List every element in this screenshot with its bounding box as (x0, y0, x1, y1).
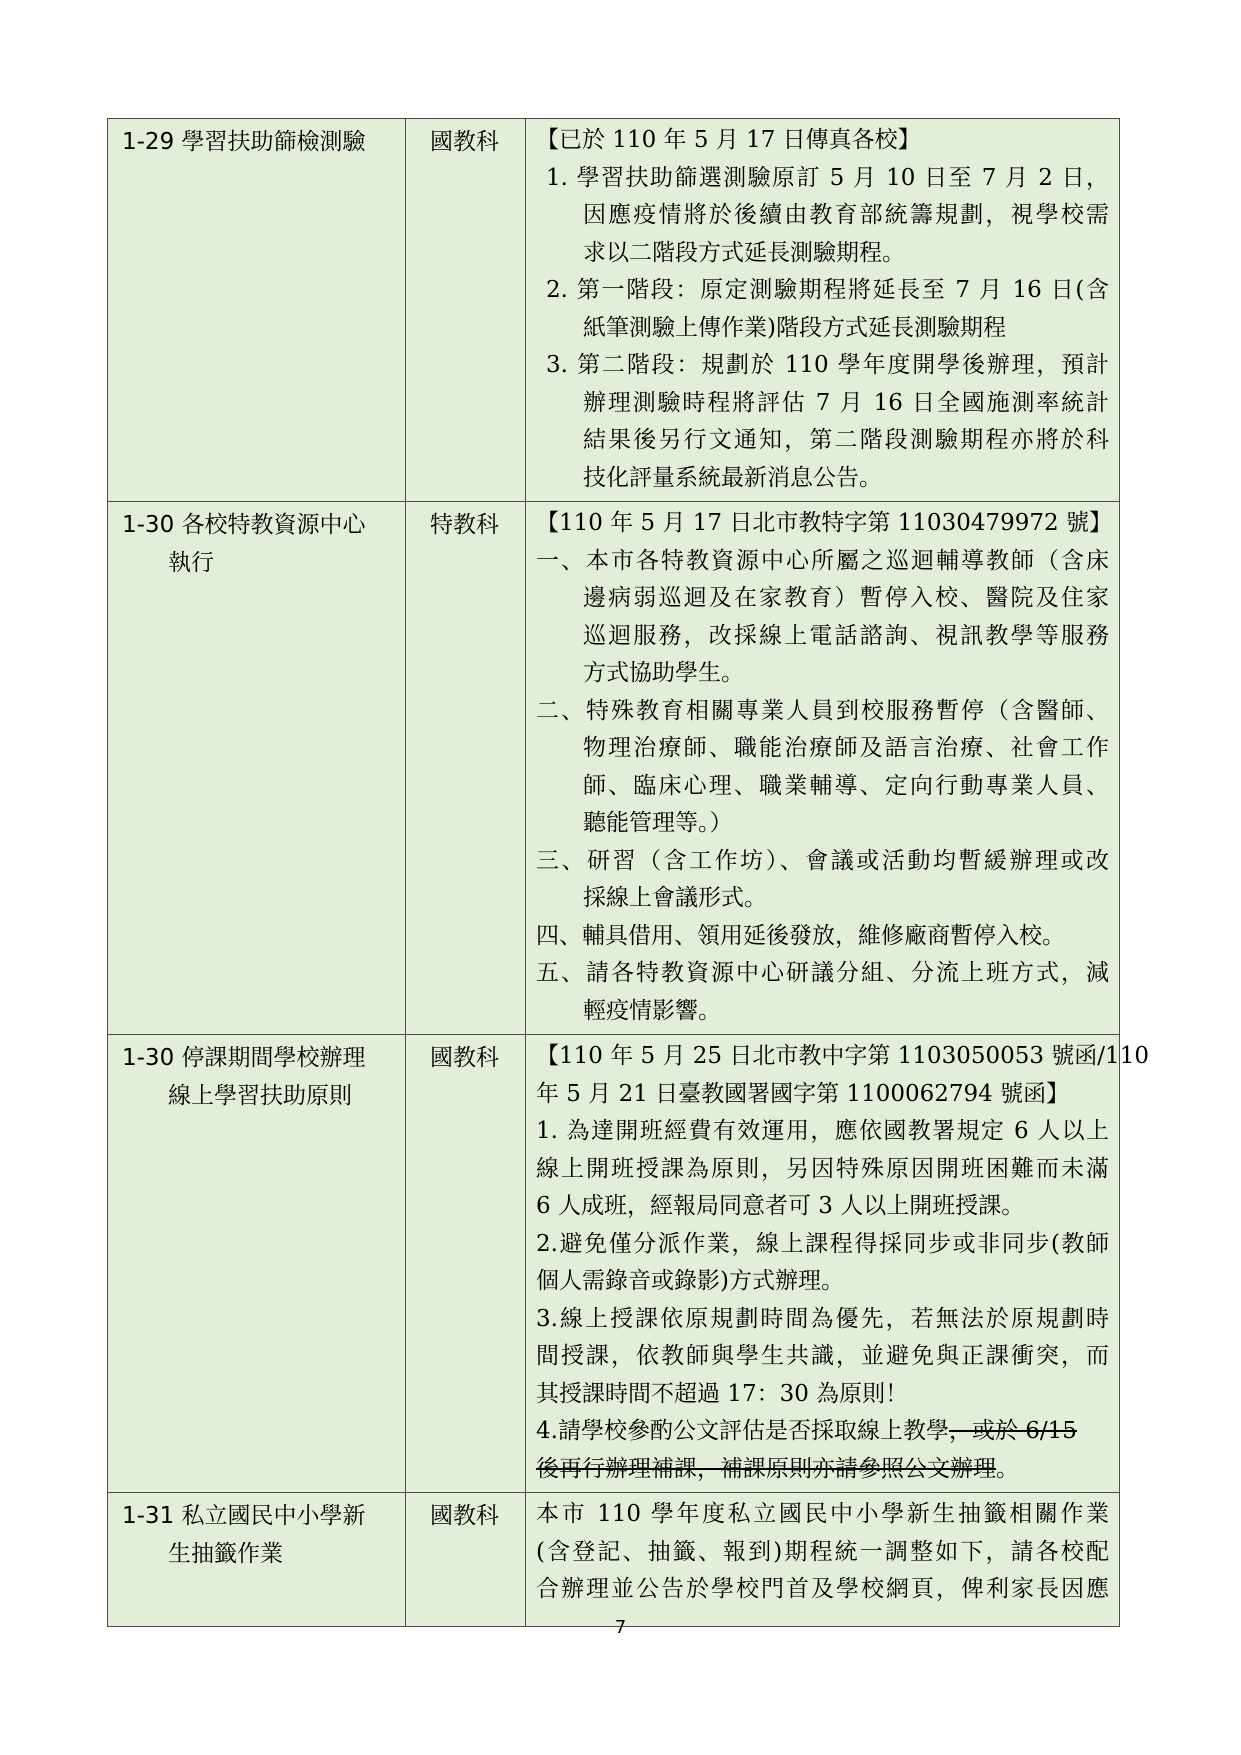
content-line: 本市 110 學年度私立國民中小學新生抽籤相關作業 (536, 1501, 1109, 1527)
content-line: 巡迴服務，改採線上電話諮詢、視訊教學等服務 (583, 622, 1109, 649)
content-line: 合辦理並公告於學校門首及學校網頁，俾利家長因應 (536, 1576, 1109, 1602)
department-cell: 國教科 (406, 1493, 526, 1627)
item-cell (108, 1493, 406, 1627)
content-line: 五、請各特教資源中心研議分組、分流上班方式，減 (536, 960, 1109, 986)
content-line: 辦理測驗時程將評估 7 月 16 日全國施測率統計 (583, 389, 1109, 416)
content-line: 個人需錄音或錄影)方式辦理。 (536, 1268, 844, 1294)
struck-text: 後再行辦理補課，補課原則亦請參照公文辦理 (536, 1455, 996, 1482)
content-cell (526, 1493, 1120, 1627)
content-line: 四、輔具借用、領用延後發放，維修廠商暫停入校。 (536, 922, 1065, 949)
page-number: 7 (614, 1617, 627, 1638)
content-line: 3.線上授課依原規劃時間為優先，若無法於原規劃時 (536, 1305, 1109, 1332)
content-line: 線上開班授課為原則，另因特殊原因開班困難而未滿 (536, 1155, 1109, 1182)
item-title-continued: 生抽籤作業 (168, 1541, 283, 1567)
content-cell (526, 1035, 1149, 1493)
content-line: 聽能管理等。） (583, 810, 733, 836)
content-line: 三、研習（含工作坊）、會議或活動均暫緩辦理或改 (536, 847, 1109, 874)
content-line: 1. 為達開班經費有效運用，應依國教署規定 6 人以上 (536, 1118, 1109, 1144)
content-line (536, 1451, 1109, 1489)
content-line: 二、特殊教育相關專業人員到校服務暫停（含醫師、 (536, 697, 1109, 724)
content-line: 3. 第二階段：規劃於 110 學年度開學後辦理，預計 (546, 352, 1109, 378)
content-line: 2.避免僅分派作業，線上課程得採同步或非同步(教師 (536, 1230, 1109, 1257)
content-line: 因應疫情將於後續由教育部統籌規劃，視學校需 (583, 202, 1109, 228)
table-row (108, 502, 1120, 1035)
document-table (107, 118, 1149, 1627)
content-line: (含登記、抽籤、報到)期程統一調整如下，請各校配 (536, 1538, 1109, 1565)
table-row (108, 119, 1120, 502)
item-title: 1-31 私立國民中小學新 (122, 1503, 366, 1529)
content-line: 1. 學習扶助篩選測驗原訂 5 月 10 日至 7 月 2 日， (546, 164, 1109, 191)
content-line: 方式協助學生。 (583, 660, 744, 686)
content-line: 其授課時間不超過 17：30 為原則！ (536, 1380, 909, 1407)
content-line: 6 人成班，經報局同意者可 3 人以上開班授課。 (536, 1193, 1025, 1219)
content-line: 採線上會議形式。 (583, 885, 767, 911)
content-text: 。 (996, 1455, 1019, 1482)
struck-text: ，或於 6/15 (948, 1418, 1077, 1444)
table-row (108, 1493, 1120, 1627)
department-cell: 國教科 (406, 119, 526, 502)
item-title: 1-29 學習扶助篩檢測驗 (122, 129, 366, 155)
item-title: 1-30 各校特教資源中心 (122, 512, 366, 538)
item-cell (108, 502, 406, 1035)
content-line: 紙筆測驗上傳作業)階段方式延長測驗期程 (583, 314, 1006, 341)
content-line: 師、臨床心理、職業輔導、定向行動專業人員、 (583, 772, 1109, 799)
item-cell (108, 1035, 406, 1493)
content-line: 物理治療師、職能治療師及語言治療、社會工作 (583, 735, 1109, 761)
item-cell (108, 119, 406, 502)
content-text: 4.請學校參酌公文評估是否採取線上教學 (536, 1418, 949, 1444)
item-title: 1-30 停課期間學校辦理 (122, 1045, 366, 1071)
content-line: 技化評量系統最新消息公告。 (583, 464, 882, 491)
item-title-continued: 線上學習扶助原則 (168, 1083, 352, 1109)
content-line: 【110 年 5 月 25 日北市教中字第 1103050053 號函/110 (536, 1043, 1149, 1069)
table-row (108, 1035, 1120, 1493)
content-line: 一、本市各特教資源中心所屬之巡迴輔導教師（含床 (536, 547, 1109, 574)
content-line: 2. 第一階段：原定測驗期程將延長至 7 月 16 日(含 (546, 277, 1109, 303)
item-title-continued: 執行 (168, 550, 214, 576)
department-cell: 國教科 (406, 1035, 526, 1493)
content-line: 求以二階段方式延長測驗期程。 (583, 239, 905, 266)
content-line (536, 1413, 1109, 1451)
department-cell: 特教科 (406, 502, 526, 1035)
content-line: 年 5 月 21 日臺教國署國字第 1100062794 號函】 (536, 1080, 1070, 1107)
content-line: 【已於 110 年 5 月 17 日傳真各校】 (536, 127, 921, 153)
content-line: 輕疫情影響。 (583, 997, 721, 1024)
content-cell (526, 502, 1120, 1035)
content-line: 邊病弱巡迴及在家教育）暫停入校、醫院及住家 (583, 585, 1109, 611)
content-cell (526, 119, 1120, 502)
content-line: 結果後另行文通知，第二階段測驗期程亦將於科 (583, 427, 1109, 453)
content-line: 間授課，依教師與學生共識，並避免與正課衝突，而 (536, 1343, 1109, 1369)
content-line: 【110 年 5 月 17 日北市教特字第 11030479972 號】 (536, 510, 1112, 536)
